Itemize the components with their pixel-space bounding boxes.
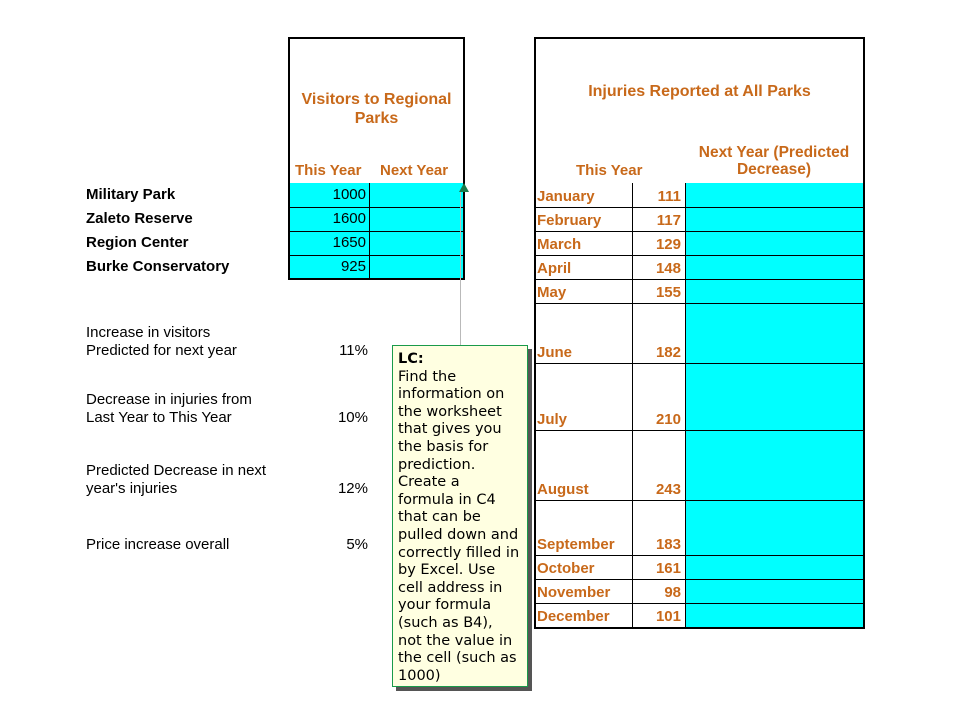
injury-month-cell[interactable]: August xyxy=(537,481,589,498)
comment-text-line: not the value in xyxy=(398,632,513,649)
injury-month-cell[interactable]: November xyxy=(537,584,611,601)
cell-comment-box[interactable] xyxy=(392,345,528,687)
park-name-label: Military Park xyxy=(86,186,176,203)
injuries-col-this-year: This Year xyxy=(576,162,643,179)
factor-label: Price increase overall xyxy=(86,536,230,553)
comment-text-line: (such as B4), xyxy=(398,614,493,631)
park-name-label: Zaleto Reserve xyxy=(86,210,193,227)
injury-month-cell[interactable]: December xyxy=(537,608,610,625)
comment-text-line: information on xyxy=(398,386,505,403)
comment-text-line: prediction. xyxy=(398,456,476,473)
fill-handle-icon[interactable] xyxy=(459,183,469,192)
injury-next-year-cell[interactable] xyxy=(686,555,863,579)
comment-text-line: the cell (such as xyxy=(398,650,517,667)
injury-count-cell[interactable]: 161 xyxy=(655,560,681,577)
factor-value[interactable]: 11% xyxy=(339,342,368,359)
injury-next-year-cell[interactable] xyxy=(686,279,863,303)
visitors-row-divider xyxy=(290,207,463,208)
injuries-col-next-year: Next Year (Predicted Decrease) xyxy=(698,144,850,178)
visitors-this-year-cell[interactable]: 1000 xyxy=(332,186,366,203)
comment-text-line: cell address in xyxy=(398,579,503,596)
visitors-row-divider xyxy=(290,255,463,256)
comment-text-line: Find the xyxy=(398,368,457,385)
comment-text-line: correctly filled in xyxy=(398,544,520,561)
comment-text-line: that can be xyxy=(398,509,481,526)
injury-count-cell[interactable]: 111 xyxy=(657,188,681,205)
injury-next-year-cell[interactable] xyxy=(686,363,863,430)
comment-text-line: the basis for xyxy=(398,438,489,455)
injury-next-year-cell[interactable] xyxy=(686,183,863,207)
comment-text-line: 1000) xyxy=(398,667,441,684)
comment-text-line: pulled down and xyxy=(398,526,519,543)
factor-label: Decrease in injuries from Last Year to This Year xyxy=(86,391,252,426)
factor-value[interactable]: 5% xyxy=(346,536,368,553)
injury-count-cell[interactable]: 98 xyxy=(664,584,681,601)
park-name-label: Region Center xyxy=(86,234,189,251)
visitors-title: Visitors to Regional Parks xyxy=(301,91,452,127)
injury-count-cell[interactable]: 243 xyxy=(655,481,681,498)
injury-month-cell[interactable]: April xyxy=(537,260,572,277)
comment-author: LC: xyxy=(398,351,424,367)
comment-text-line: Create a xyxy=(398,474,460,491)
injury-count-cell[interactable]: 155 xyxy=(655,284,681,301)
injury-month-cell[interactable]: February xyxy=(537,212,602,229)
injury-count-cell[interactable]: 183 xyxy=(655,536,681,553)
comment-text-line: formula in C4 xyxy=(398,491,496,508)
comment-connector-line xyxy=(460,192,461,345)
factor-label: Predicted Decrease in next year's injuries xyxy=(86,462,267,497)
injury-month-cell[interactable]: September xyxy=(537,536,615,553)
injury-month-cell[interactable]: October xyxy=(537,560,595,577)
injury-next-year-cell[interactable] xyxy=(686,579,863,603)
visitors-row-divider xyxy=(290,231,463,232)
injury-next-year-cell[interactable] xyxy=(686,430,863,500)
comment-text-line: the worksheet xyxy=(398,403,502,420)
injuries-title: Injuries Reported at All Parks xyxy=(588,83,811,100)
injury-count-cell[interactable]: 148 xyxy=(655,260,681,277)
comment-text-line: that gives you xyxy=(398,421,502,438)
factor-value[interactable]: 12% xyxy=(337,480,368,497)
factor-value[interactable]: 10% xyxy=(337,409,368,426)
injury-count-cell[interactable]: 210 xyxy=(655,411,681,428)
factor-label: Increase in visitors Predicted for next year xyxy=(86,324,237,359)
injury-count-cell[interactable]: 117 xyxy=(656,212,681,229)
injury-next-year-cell[interactable] xyxy=(686,231,863,255)
injury-month-cell[interactable]: May xyxy=(537,284,567,301)
injury-next-year-cell[interactable] xyxy=(686,207,863,231)
injury-month-cell[interactable]: March xyxy=(537,236,582,253)
injury-next-year-cell[interactable] xyxy=(686,303,863,363)
injury-count-cell[interactable]: 129 xyxy=(655,236,681,253)
visitors-col-this-year: This Year xyxy=(295,162,362,179)
comment-text-line: your formula xyxy=(398,597,492,614)
visitors-this-year-cell[interactable]: 925 xyxy=(340,258,366,275)
visitors-col-next-year: Next Year xyxy=(380,162,449,179)
injury-month-cell[interactable]: July xyxy=(537,411,568,428)
injury-next-year-cell[interactable] xyxy=(686,603,863,627)
injury-next-year-cell[interactable] xyxy=(686,500,863,555)
injury-month-cell[interactable]: January xyxy=(537,188,595,205)
injury-count-cell[interactable]: 182 xyxy=(655,344,681,361)
park-name-label: Burke Conservatory xyxy=(86,258,230,275)
comment-text-line: by Excel. Use xyxy=(398,562,496,579)
visitors-this-year-cell[interactable]: 1650 xyxy=(332,234,366,251)
visitors-this-year-cell[interactable]: 1600 xyxy=(332,210,366,227)
injury-month-cell[interactable]: June xyxy=(537,344,573,361)
injury-count-cell[interactable]: 101 xyxy=(655,608,681,625)
injury-next-year-cell[interactable] xyxy=(686,255,863,279)
